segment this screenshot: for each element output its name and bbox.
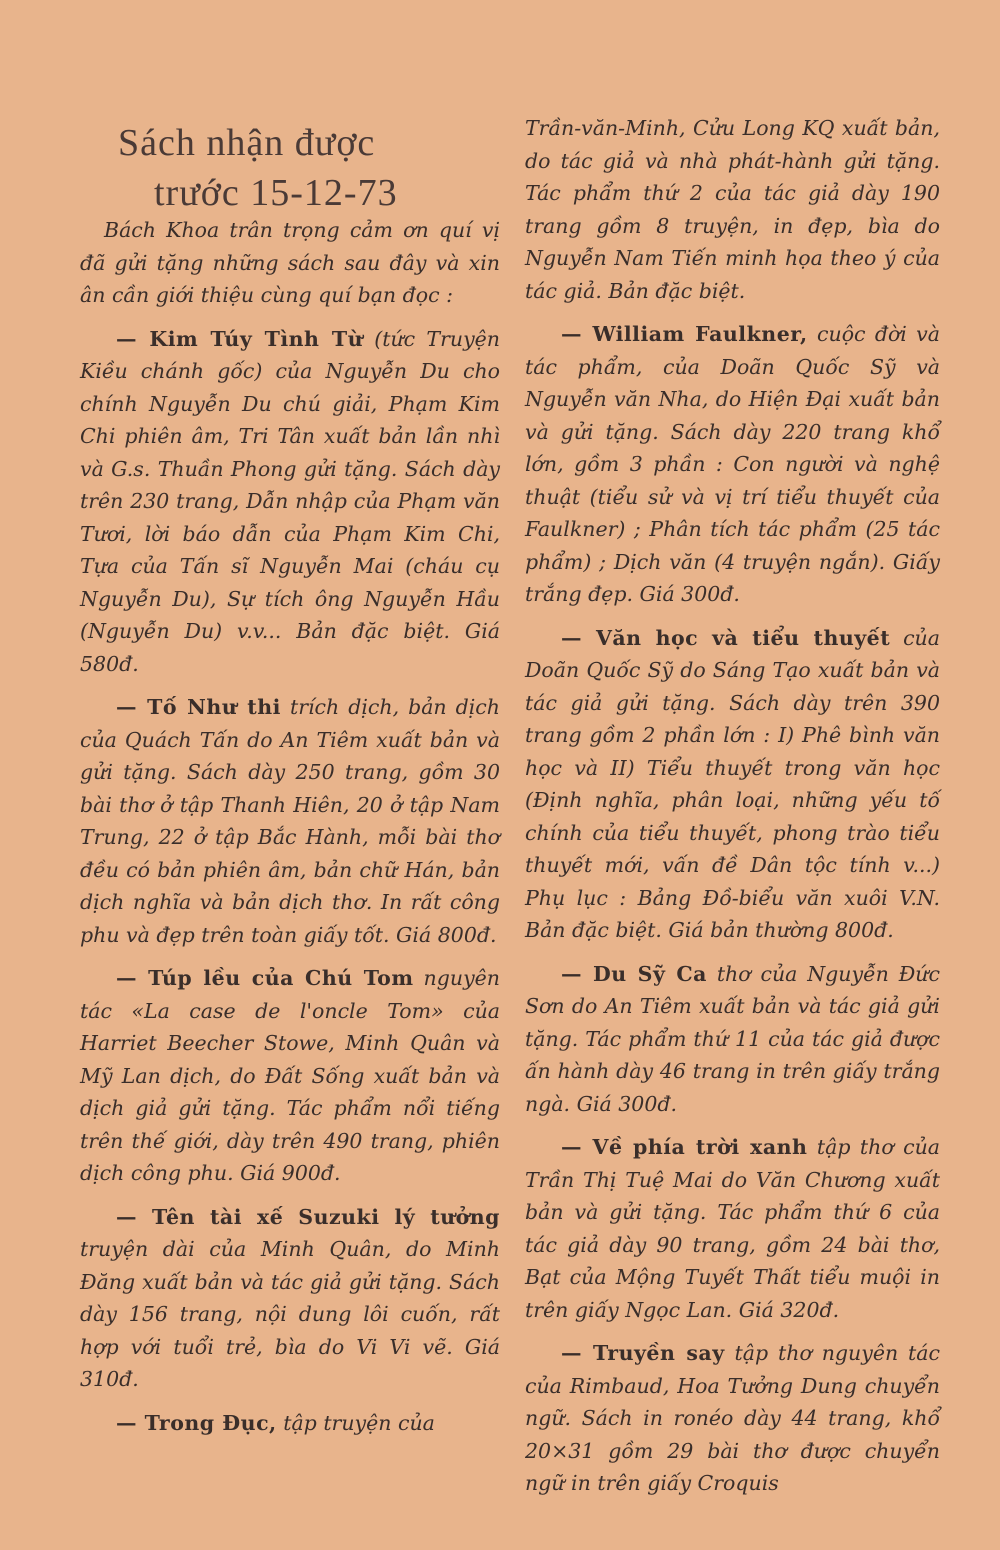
book-title: — Du Sỹ Ca xyxy=(561,961,707,986)
book-description: (tức Truyện Kiều chánh gốc) của Nguyễn Du cho chính Nguyễn Du chú giải, Phạm Kim Chi phiên âm, Tri Tân xuất bản lần nhì và G.s. Thuần Phong gửi tặng. Sách dày trên 230 trang, Dẫn nhập của Phạm văn Tươi, lời báo dẫn của Phạm Kim Chi, Tựa của Tấn sĩ Nguyễn Mai (cháu cụ Nguyễn Du), Sự tích ông Nguyễn Hầu (Nguyễn Du) v.v... Bản đặc biệt. Giá 580đ. xyxy=(80,326,500,676)
book-title: — Truyền say xyxy=(561,1341,725,1365)
book-title: — William Faulkner, xyxy=(561,322,808,346)
right-column xyxy=(525,0,940,1550)
book-description: thơ của Nguyễn Đức Sơn do An Tiêm xuất bản và tác giả gửi tặng. Tác phẩm thứ 11 của tác giả được ấn hành dày 46 trang in trên giấy trắng ngà. Giá 300đ. xyxy=(525,961,940,1116)
book-title: — Về phía trời xanh xyxy=(561,1135,808,1159)
list-item xyxy=(80,962,500,1190)
left-column-text xyxy=(80,214,500,1439)
intro-paragraph: Bách Khoa trân trọng cảm ơn quí vị đã gửi tặng những sách sau đây và xin ân cần giới thiệu cùng quí bạn đọc : xyxy=(80,218,500,307)
list-item xyxy=(80,1201,500,1396)
book-title: — Tố Như thi xyxy=(116,695,281,719)
title-line-1: Sách nhận được xyxy=(118,122,376,164)
book-description: của Doãn Quốc Sỹ do Sáng Tạo xuất bản và tác giả gửi tặng. Sách dày trên 390 trang gồm 2 phần lớn : I) Phê bình văn học và II) Tiểu thuyết trong văn học (Định nghĩa, phân loại, những yếu tố chính của tiểu thuyết, phong trào tiểu thuyết mới, vấn đề Dân tộc tính v...) Phụ lục : Bảng Đồ-biểu văn xuôi V.N. Bản đặc biệt. Giá bản thường 800đ. xyxy=(525,625,940,942)
book-description: cuộc đời và tác phẩm, của Doãn Quốc Sỹ và Nguyễn văn Nha, do Hiện Đại xuất bản và gửi tặng. Sách dày 220 trang khổ lớn, gồm 3 phần : Con người và nghệ thuật (tiểu sử và vị trí tiểu thuyết của Faulkner) ; Phân tích tác phẩm (25 tác phẩm) ; Dịch văn (4 truyện ngắn). Giấy trắng đẹp. Giá 300đ. xyxy=(525,322,940,606)
book-description: truyện dài của Minh Quân, do Minh Đăng xuất bản và tác giả gửi tặng. Sách dày 156 trang, nội dung lôi cuốn, rất hợp với tuổi trẻ, bìa do Vi Vi vẽ. Giá 310đ. xyxy=(80,1237,500,1391)
list-item xyxy=(525,318,940,611)
list-item xyxy=(80,691,500,951)
book-description: nguyên tác «La case de l'oncle Tom» của Harriet Beecher Stowe, Minh Quân và Mỹ Lan dịch, do Đất Sống xuất bản và dịch giả gửi tặng. Tác phẩm nổi tiếng trên thế giới, dày trên 490 trang, phiên dịch công phu. Giá 900đ. xyxy=(80,966,500,1185)
left-column xyxy=(80,0,500,1550)
list-item xyxy=(525,1337,940,1500)
book-description: tập truyện của xyxy=(276,1410,435,1435)
list-item xyxy=(80,1407,500,1440)
book-title: — Túp lều của Chú Tom xyxy=(116,966,414,990)
book-title: — Văn học và tiểu thuyết xyxy=(561,625,891,650)
title-line-2: trước 15-12-73 xyxy=(154,172,398,214)
book-title: — Kim Túy Tình Từ xyxy=(116,326,363,351)
book-description: tập thơ nguyên tác của Rimbaud, Hoa Tưởng Dung chuyển ngữ. Sách in ronéo dày 44 trang, khổ 20×31 gồm 29 bài thơ được chuyển ngữ in trên giấy Croquis xyxy=(525,1341,940,1495)
right-column-text xyxy=(525,112,940,1500)
list-item xyxy=(525,1131,940,1326)
continued-paragraph: Trần-văn-Minh, Cửu Long KQ xuất bản, do tác giả và nhà phát-hành gửi tặng. Tác phẩm thứ 2 của tác giả dày 190 trang gồm 8 truyện, in đẹp, bìa do Nguyễn Nam Tiến minh họa theo ý của tác giả. Bản đặc biệt. xyxy=(525,116,940,303)
list-item xyxy=(80,323,500,681)
list-item xyxy=(525,622,940,947)
book-description: tập thơ của Trần Thị Tuệ Mai do Văn Chương xuất bản và gửi tặng. Tác phẩm thứ 6 của tác giả dày 90 trang, gồm 24 bài thơ, Bạt của Mộng Tuyết Thất tiểu muội in trên giấy Ngọc Lan. Giá 320đ. xyxy=(525,1135,940,1322)
book-description: trích dịch, bản dịch của Quách Tấn do An Tiêm xuất bản và gửi tặng. Sách dày 250 trang, gồm 30 bài thơ ở tập Thanh Hiên, 20 ở tập Nam Trung, 22 ở tập Bắc Hành, mỗi bài thơ đều có bản phiên âm, bản chữ Hán, bản dịch nghĩa và bản dịch thơ. In rất công phu và đẹp trên toàn giấy tốt. Giá 800đ. xyxy=(80,695,500,947)
book-title: — Trong Đục, xyxy=(116,1410,277,1435)
book-title: — Tên tài xế Suzuki lý tưởng xyxy=(116,1204,500,1229)
list-item xyxy=(525,958,940,1121)
